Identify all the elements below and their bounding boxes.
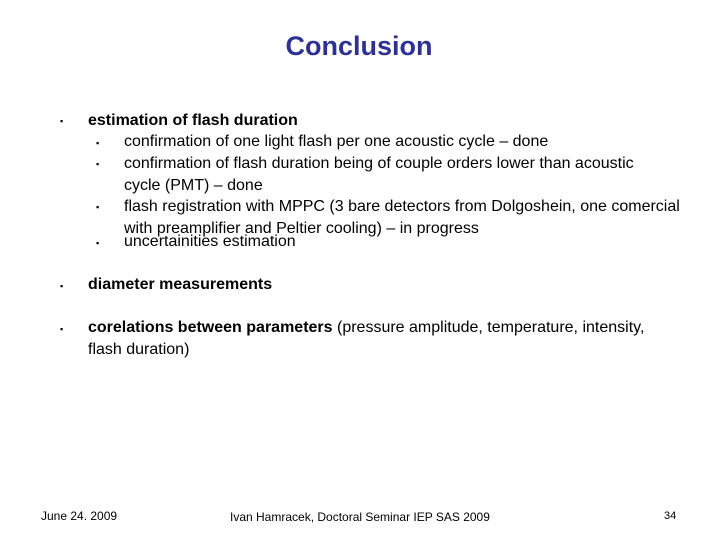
bullet-marker: ▪ bbox=[60, 324, 64, 334]
sub-bullet-marker: ▪ bbox=[96, 202, 100, 212]
sub-bullet-marker: ▪ bbox=[96, 159, 100, 169]
footer-presenter: Ivan Hamracek, Doctoral Seminar IEP SAS 2009 bbox=[230, 510, 490, 524]
item-corelations-label: corelations between parameters bbox=[88, 319, 333, 336]
subitem-confirmation-one-flash: confirmation of one light flash per one acoustic cycle – done bbox=[124, 133, 549, 150]
item-corelations-detail: (pressure amplitude, temperature, intensity, flash duration) bbox=[88, 319, 645, 358]
subitem-uncertainties: uncertainities estimation bbox=[124, 233, 296, 250]
footer-date: June 24. 2009 bbox=[41, 509, 118, 523]
slide-title: Conclusion bbox=[285, 31, 433, 61]
subitem-confirmation-duration: confirmation of flash duration being of couple orders lower than acoustic cycle (PMT) – done bbox=[124, 155, 634, 194]
bullet-marker: ▪ bbox=[60, 116, 64, 126]
item-diameter-label: diameter measurements bbox=[88, 276, 273, 293]
item-estimation-label: estimation of flash duration bbox=[88, 112, 298, 129]
sub-bullet-marker: ▪ bbox=[96, 238, 100, 248]
subitem-mppc-registration: flash registration with MPPC (3 bare detectors from Dolgoshein, one comercial with preamplifier and Peltier cooling) – in progress bbox=[124, 198, 680, 237]
item-corelations bbox=[88, 317, 668, 360]
sub-bullet-marker: ▪ bbox=[96, 138, 100, 148]
bullet-marker: ▪ bbox=[60, 281, 64, 291]
page-number: 34 bbox=[664, 510, 677, 522]
